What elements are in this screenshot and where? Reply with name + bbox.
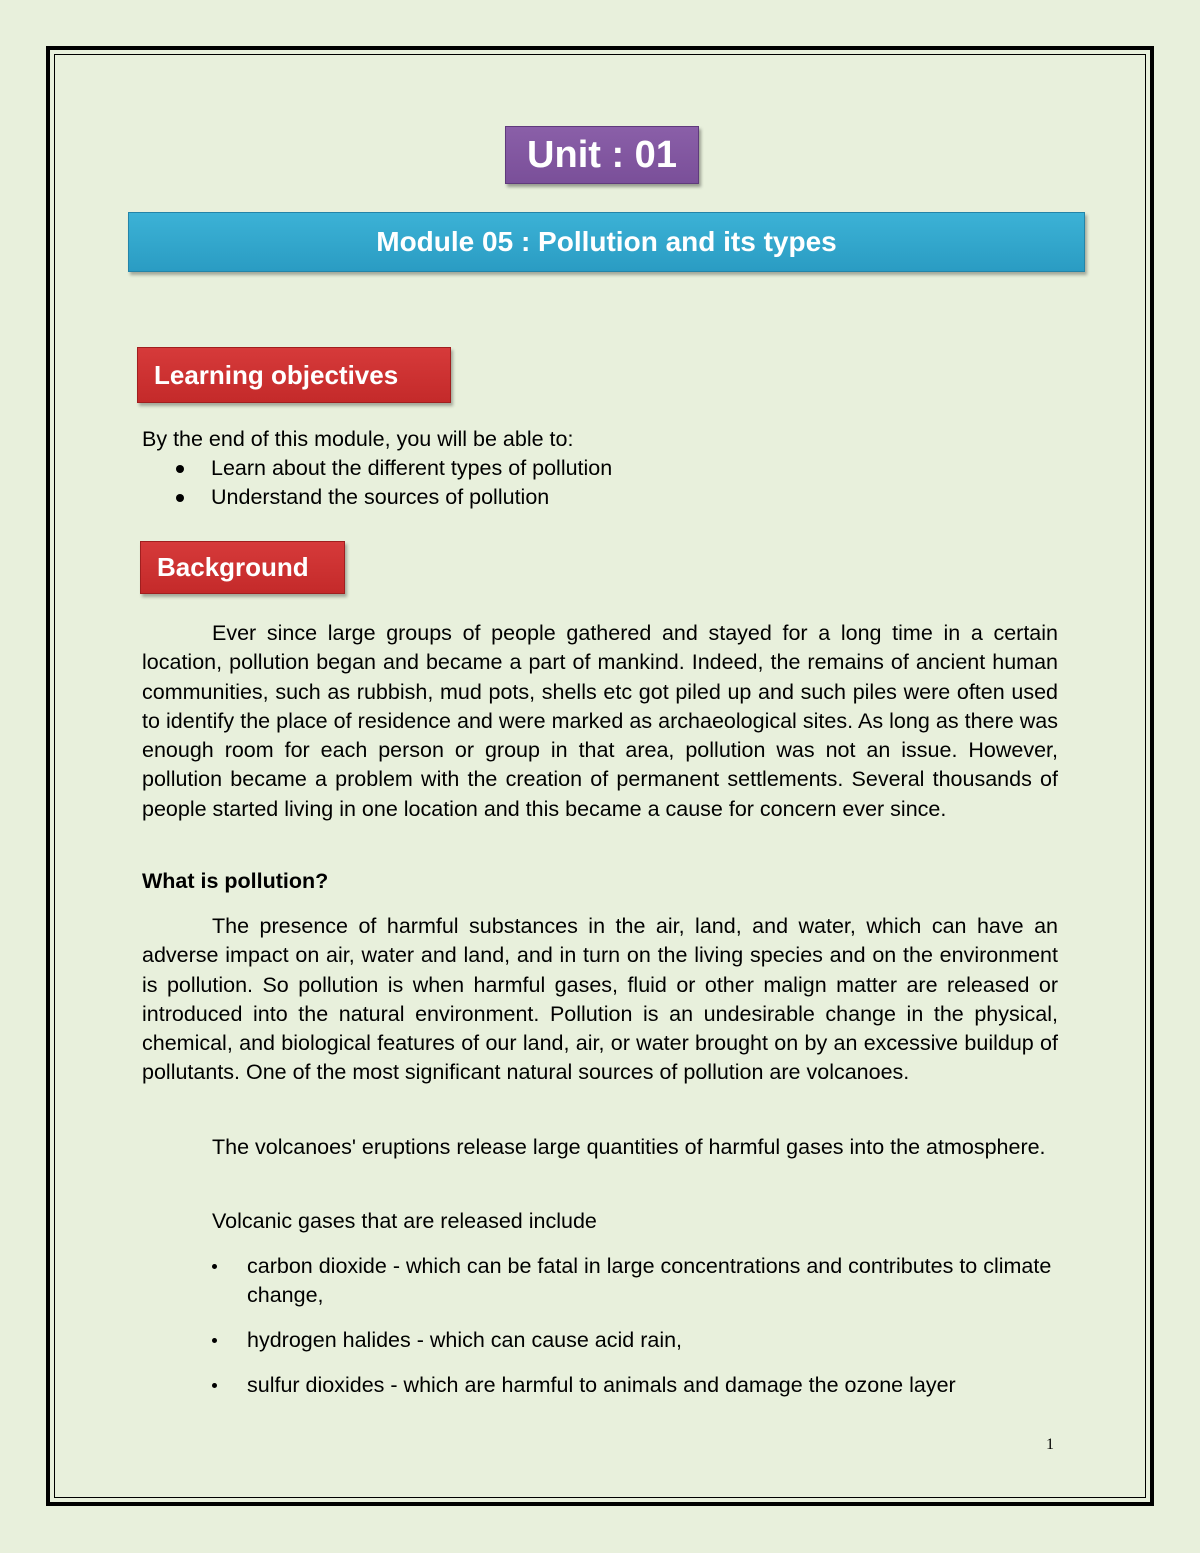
- volcano-paragraph: The volcanoes' eruptions release large quantities of harmful gases into the atmosphere.: [212, 1135, 1046, 1159]
- bullet-icon: [212, 1264, 217, 1269]
- gas-text: hydrogen halides - which can cause acid rain,: [247, 1328, 683, 1353]
- list-item: [172, 454, 612, 483]
- page-number: 1: [1046, 1436, 1054, 1453]
- module-title: Module 05 : Pollution and its types: [128, 212, 1085, 272]
- objectives-intro: By the end of this module, you will be able to:: [142, 427, 574, 451]
- gas-text: sulfur dioxides - which are harmful to animals and damage the ozone layer: [247, 1372, 956, 1397]
- list-item: [142, 1371, 1058, 1400]
- bullet-icon: [212, 1383, 217, 1388]
- learning-objectives-heading: Learning objectives: [137, 347, 451, 403]
- bullet-icon: [176, 465, 184, 473]
- what-is-pollution-heading: What is pollution?: [142, 869, 329, 893]
- objective-text: Learn about the different types of pollution: [211, 456, 613, 480]
- bullet-icon: [212, 1338, 217, 1343]
- pollution-definition-paragraph: The presence of harmful substances in the air, land, and water, which can have an adverse impact on air, water and land, and in turn on the living species and on the environment is pollution. So pollution is when harmful gases, fluid or other malign matter are released or introduced into the natural environment. Pollution is an undesirable change in the physical, chemical, and biological features of our land, air, or water brought on by an excessive buildup of pollutants. One of the most significant natural sources of pollution are volcanoes.: [142, 914, 1058, 1085]
- background-heading: Background: [140, 541, 345, 594]
- list-item: [142, 1326, 1058, 1355]
- list-item: [172, 483, 612, 512]
- objective-text: Understand the sources of pollution: [211, 485, 550, 509]
- volcanic-gases-intro: Volcanic gases that are released include: [212, 1209, 597, 1233]
- objectives-list: [172, 454, 612, 512]
- gas-text: carbon dioxide - which can be fatal in large concentrations and contributes to climate change,: [247, 1254, 1052, 1308]
- unit-label: Unit : 01: [505, 126, 699, 184]
- volcanic-gases-list: [142, 1252, 1058, 1416]
- list-item: [142, 1252, 1058, 1311]
- background-paragraph: Ever since large groups of people gathered and stayed for a long time in a certain location, pollution began and became a part of mankind. Indeed, the remains of ancient human communities, such as rubbish, mud pots, shells etc got piled up and such piles were often used to identify the place of residence and were marked as archaeological sites. As long as there was enough room for each person or group in that area, pollution was not an issue. However, pollution became a problem with the creation of permanent settlements. Several thousands of people started living in one location and this became a cause for concern ever since.: [142, 621, 1058, 821]
- bullet-icon: [176, 494, 184, 502]
